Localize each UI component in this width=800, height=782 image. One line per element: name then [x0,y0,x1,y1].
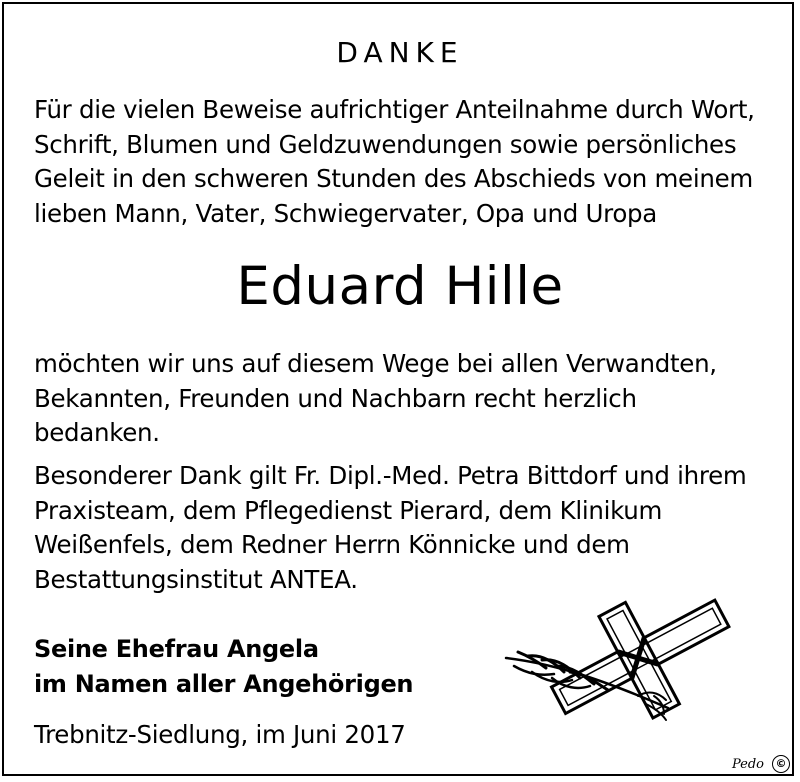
intro-line: Für die vielen Beweise aufrichtiger Anteilnahme durch Wort, [34,95,755,124]
deceased-name: Eduard Hille [236,256,564,317]
special-thanks-line: Praxisteam, dem Pflegedienst Pierard, dem Klinikum [34,495,663,525]
artist-credit: Pedo [731,757,764,772]
intro-line: lieben Mann, Vater, Schwiegervater, Opa und Uropa [34,198,657,228]
intro-line: Geleit in den schweren Stunden des Abschieds von meinem [34,164,753,193]
signature [34,632,413,702]
thanks-line: möchten wir uns auf diesem Wege bei allen Verwandten, [34,349,717,378]
thanks-line: bedanken. [34,418,160,447]
intro-line: Schrift, Blumen und Geldzuwendungen sowie persönliches [34,129,737,159]
notice-heading: DANKE [336,36,464,69]
copyright-icon: © [772,755,790,773]
thanks-paragraph [34,347,774,451]
signature-line: im Namen aller Angehörigen [34,670,414,698]
thanks-line: Bekannten, Freunden und Nachbarn recht herzlich [34,383,637,413]
cross-with-palm-branch-icon [498,596,738,726]
special-thanks-line: Bestattungsinstitut ANTEA. [34,564,358,594]
intro-paragraph [34,93,774,231]
special-thanks-paragraph [34,459,774,597]
special-thanks-line: Weißenfels, dem Redner Herrn Könnicke und dem [34,530,630,559]
special-thanks-line: Besonderer Dank gilt Fr. Dipl.-Med. Petra Bittdorf und ihrem [34,461,747,490]
signature-line: Seine Ehefrau Angela [34,635,319,663]
place-date: Trebnitz-Siedlung, im Juni 2017 [34,720,406,749]
